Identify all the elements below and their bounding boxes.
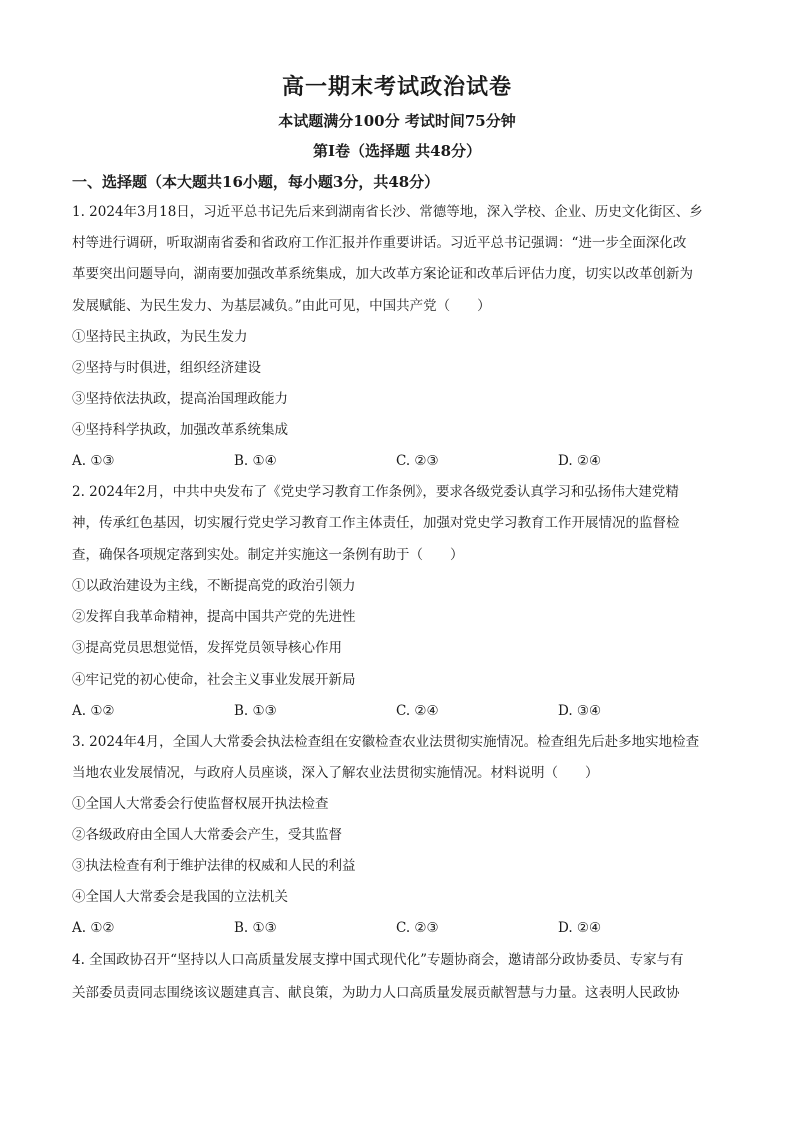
question-1-item: ①坚持民主执政，为民生发力: [72, 329, 248, 345]
question-1-item: ③坚持依法执政，提高治国理政能力: [72, 391, 288, 407]
question-3-line: 3. 2024年4月，全国人大常委会执法检查组在安徽检查农业法贯彻实施情况。检查组先后赴多地实地检查: [72, 734, 700, 750]
option-d[interactable]: D. ②④: [558, 920, 602, 936]
question-2-line: 神，传承红色基因，切实履行党史学习教育工作主体责任，加强对党史学习教育工作开展情况的监督检: [72, 515, 680, 531]
question-1-line: 发展赋能、为民生发力、为基层减负。”由此可见，中国共产党（ ）: [72, 298, 491, 314]
option-a[interactable]: A. ①②: [72, 703, 115, 719]
question-1-item: ④坚持科学执政，加强改革系统集成: [72, 422, 288, 438]
question-2-line: 查，确保各项规定落到实处。制定并实施这一条例有助于（ ）: [72, 547, 464, 563]
question-2-item: ①以政治建设为主线，不断提高党的政治引领力: [72, 578, 356, 594]
option-c[interactable]: C. ②③: [396, 920, 439, 936]
question-3-line: 当地农业发展情况，与政府人员座谈，深入了解农业法贯彻实施情况。材料说明（ ）: [72, 765, 599, 781]
option-a[interactable]: A. ①②: [72, 920, 115, 936]
option-b[interactable]: B. ①③: [234, 703, 277, 719]
question-1-line: 1. 2024年3月18日，习近平总书记先后来到湖南省长沙、常德等地，深入学校、企业、历史文化街区、乡: [72, 204, 703, 220]
option-d[interactable]: D. ②④: [558, 453, 602, 469]
question-2-item: ④牢记党的初心使命，社会主义事业发展开新局: [72, 672, 356, 688]
option-d[interactable]: D. ③④: [558, 703, 602, 719]
page-title: 高一期末考试政治试卷: [281, 74, 512, 100]
option-c[interactable]: C. ②④: [396, 703, 439, 719]
question-3-item: ③执法检查有利于维护法律的权威和人民的利益: [72, 858, 356, 874]
question-4-line: 关部委员责同志围绕该议题建真言、献良策，为助力人口高质量发展贡献智慧与力量。这表明人民政协: [72, 985, 680, 1001]
option-c[interactable]: C. ②③: [396, 453, 439, 469]
question-4-line: 4. 全国政协召开“坚持以人口高质量发展支撑中国式现代化”专题协商会，邀请部分政协委员、专家与有: [72, 952, 684, 968]
section-heading: 一、选择题（本大题共16小题，每小题3分，共48分）: [72, 173, 440, 191]
question-3-item: ①全国人大常委会行使监督权展开执法检查: [72, 796, 329, 812]
option-a[interactable]: A. ①③: [72, 453, 115, 469]
question-2-line: 2. 2024年2月，中共中央发布了《党史学习教育工作条例》，要求各级党委认真学习和弘扬伟大建党精: [72, 484, 679, 500]
exam-info: 本试题满分100分 考试时间75分钟: [278, 112, 516, 130]
question-3-item: ②各级政府由全国人大常委会产生，受其监督: [72, 827, 342, 843]
question-2-item: ③提高党员思想觉悟，发挥党员领导核心作用: [72, 640, 342, 656]
question-1-item: ②坚持与时俱进，组织经济建设: [72, 360, 261, 376]
question-3-item: ④全国人大常委会是我国的立法机关: [72, 889, 288, 905]
question-2-item: ②发挥自我革命精神，提高中国共产党的先进性: [72, 609, 356, 625]
option-b[interactable]: B. ①④: [234, 453, 277, 469]
question-1-line: 村等进行调研，听取湖南省委和省政府工作汇报并作重要讲话。习近平总书记强调：“进一步全面深化改: [72, 235, 687, 251]
option-b[interactable]: B. ①③: [234, 920, 277, 936]
question-1-line: 革要突出问题导向，湖南要加强改革系统集成，加大改革方案论证和改革后评估力度，切实以改革创新为: [72, 266, 693, 282]
part-title: 第Ⅰ卷（选择题 共48分）: [312, 142, 482, 160]
